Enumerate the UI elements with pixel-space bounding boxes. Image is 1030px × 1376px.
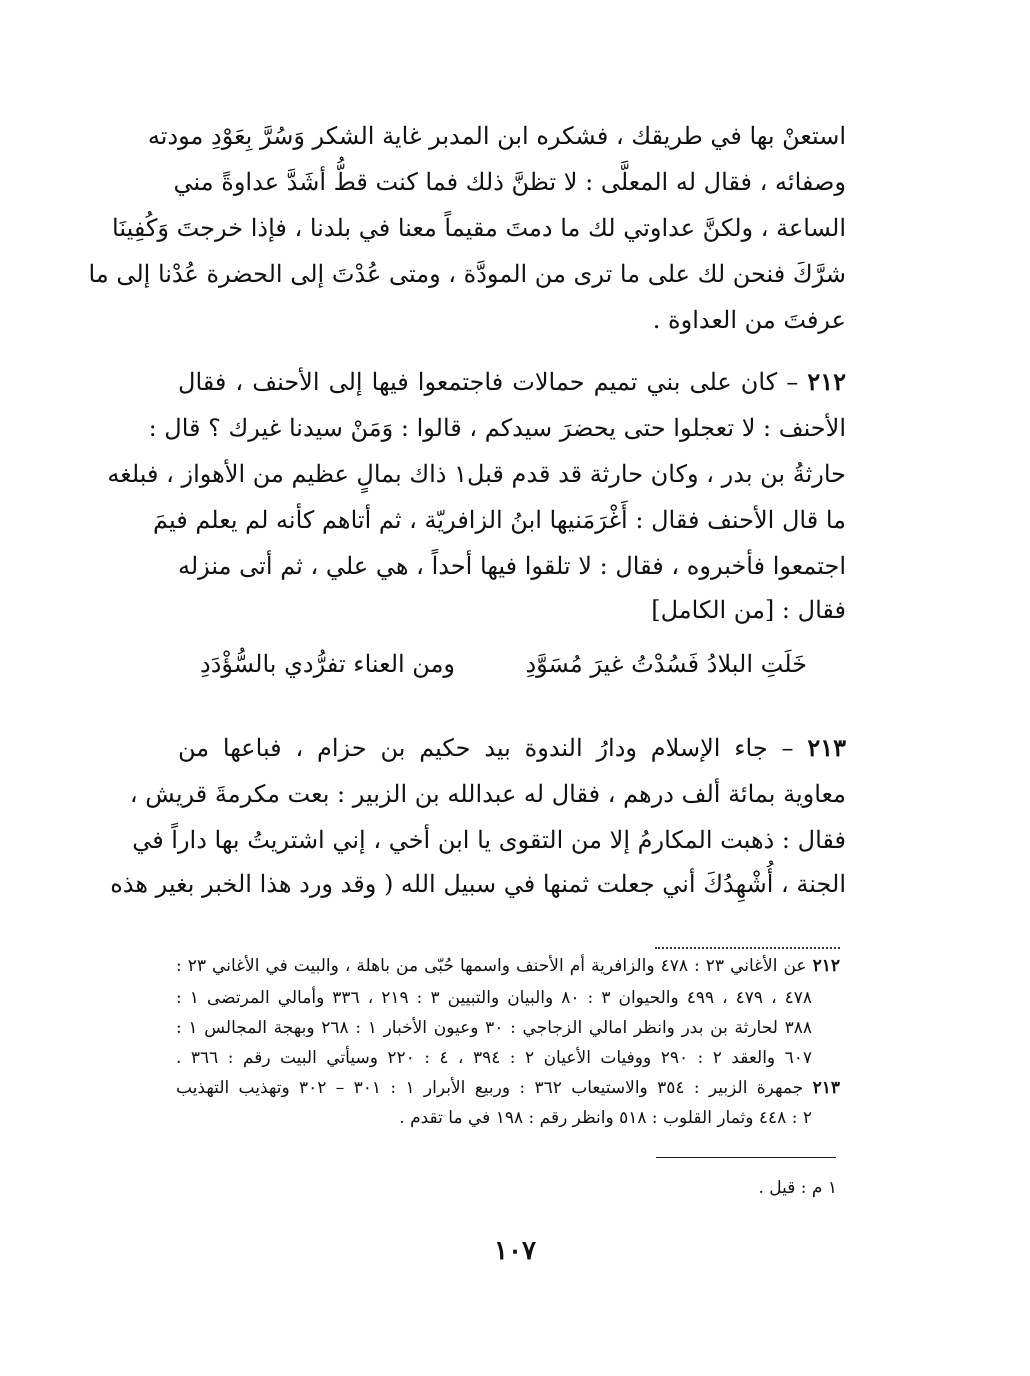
body-line: الساعة ، ولكنَّ عداوتي لك ما دمتَ مقيماً معنا في بلدنا ، فإذا خرجتَ وَكُفِينَا [112,214,846,242]
footnote-separator [655,947,840,949]
body-line: الأحنف : لا تعجلوا حتى يحضرَ سيدكم ، قالوا : وَمَنْ سيدنا غيرك ؟ قال : [148,414,846,442]
paragraph-212-first-line [178,362,846,402]
footnote-213-first-line [176,1074,840,1102]
paragraph-213-first-line [178,728,846,768]
apparatus-rule [656,1157,836,1158]
footnote-text: عن الأغاني ٢٣ : ٤٧٨ والزافرية أم الأحنف واسمها حُبّى من باهلة ، والبيت في الأغاني ٢٣ : [176,956,807,976]
body-line: فقال : ذهبت المكارمُ إلا من التقوى يا ابن أخي ، إني اشتريتُ بها داراً في [132,826,846,854]
body-line: الجنة ، أُشْهِدُكَ أني جعلت ثمنها في سبيل الله ( وقد ورد هذا الخبر بغير هذه [110,870,846,898]
footnote-number: ٢١٢ [812,956,841,976]
body-line: فقال : [من الكامل] [651,596,846,624]
body-line: حارثةُ بن بدر ، وكان حارثة قد قدم قبل١ ذاك بمالٍ عظيم من الأهواز ، فبلغه [107,460,846,488]
verse-second-hemistich: ومن العناء تفرُّدي بالسُّؤْدَدِ [200,650,456,678]
footnote-line: ٢ : ٤٤٨ وثمار القلوب : ٥١٨ وانظر رقم : ١٩٨ في ما تقدم . [399,1108,812,1128]
body-line: اجتمعوا فأخبروه ، فقال : لا تلقوا فيها أحداً ، هي علي ، ثم أتى منزله [178,552,846,580]
variant-note: ١ م : قيل . [758,1178,837,1198]
footnote-line: ٦٠٧ والعقد ٢ : ٢٩٠ ووفيات الأعيان ٢ : ٣٩٤ ، ٤ : ٢٢٠ وسيأتي البيت رقم : ٣٦٦ . [176,1048,812,1068]
verse-first-hemistich: خَلَتِ البلادُ فَسُدْتُ غيرَ مُسَوَّدِ [525,650,807,678]
body-text: – جاء الإسلام ودارُ الندوة بيد حكيم بن حزام ، فباعها من [178,734,794,762]
paragraph-number: ٢١٣ [807,733,846,762]
body-line: عرفتَ من العداوة . [652,306,846,334]
footnote-number: ٢١٣ [812,1078,840,1098]
body-line: وصفائه ، فقال له المعلَّى : لا تظنَّ ذلك فما كنت قطُّ أشَدَّ عداوةً مني [173,168,846,196]
footnote-line: ٣٨٨ لحارثة بن بدر وانظر امالي الزجاجي : ٣٠ وعيون الأخبار ١ : ٢٦٨ وبهجة المجالس ١ : [176,1018,812,1038]
footnote-line: ٤٧٨ ، ٤٧٩ ، ٤٩٩ والحيوان ٣ : ٨٠ والبيان والتبيين ٣ : ٢١٩ ، ٣٣٦ وأمالي المرتضى ١ : [176,988,813,1008]
body-line: معاوية بمائة ألف درهم ، فقال له عبدالله بن الزبير : بعت مكرمةَ قريش ، [129,780,846,808]
body-line: استعنْ بها في طريقك ، فشكره ابن المدبر غاية الشكر وَسُرَّ بِعَوْدِ مودته [147,122,846,150]
footnote-212-first-line [176,952,840,980]
body-text: – كان على بني تميم حمالات فاجتمعوا فيها إلى الأحنف ، فقال [178,368,799,396]
body-line: شرَّكَ فنحن لك على ما ترى من المودَّة ، ومتى عُدْتَ إلى الحضرة عُدْنا إلى ما [88,260,846,288]
page-number: ١٠٧ [494,1236,536,1266]
body-line: ما قال الأحنف فقال : أَغْرَمَنيها ابنُ الزافريّة ، ثم أتاهم كأنه لم يعلم فيمَ [153,506,846,534]
footnote-text: جمهرة الزبير : ٣٥٤ والاستيعاب ٣٦٢ : وربيع الأبرار ١ : ٣٠١ – ٣٠٢ وتهذيب التهذيب [176,1078,804,1098]
paragraph-number: ٢١٢ [807,367,846,396]
